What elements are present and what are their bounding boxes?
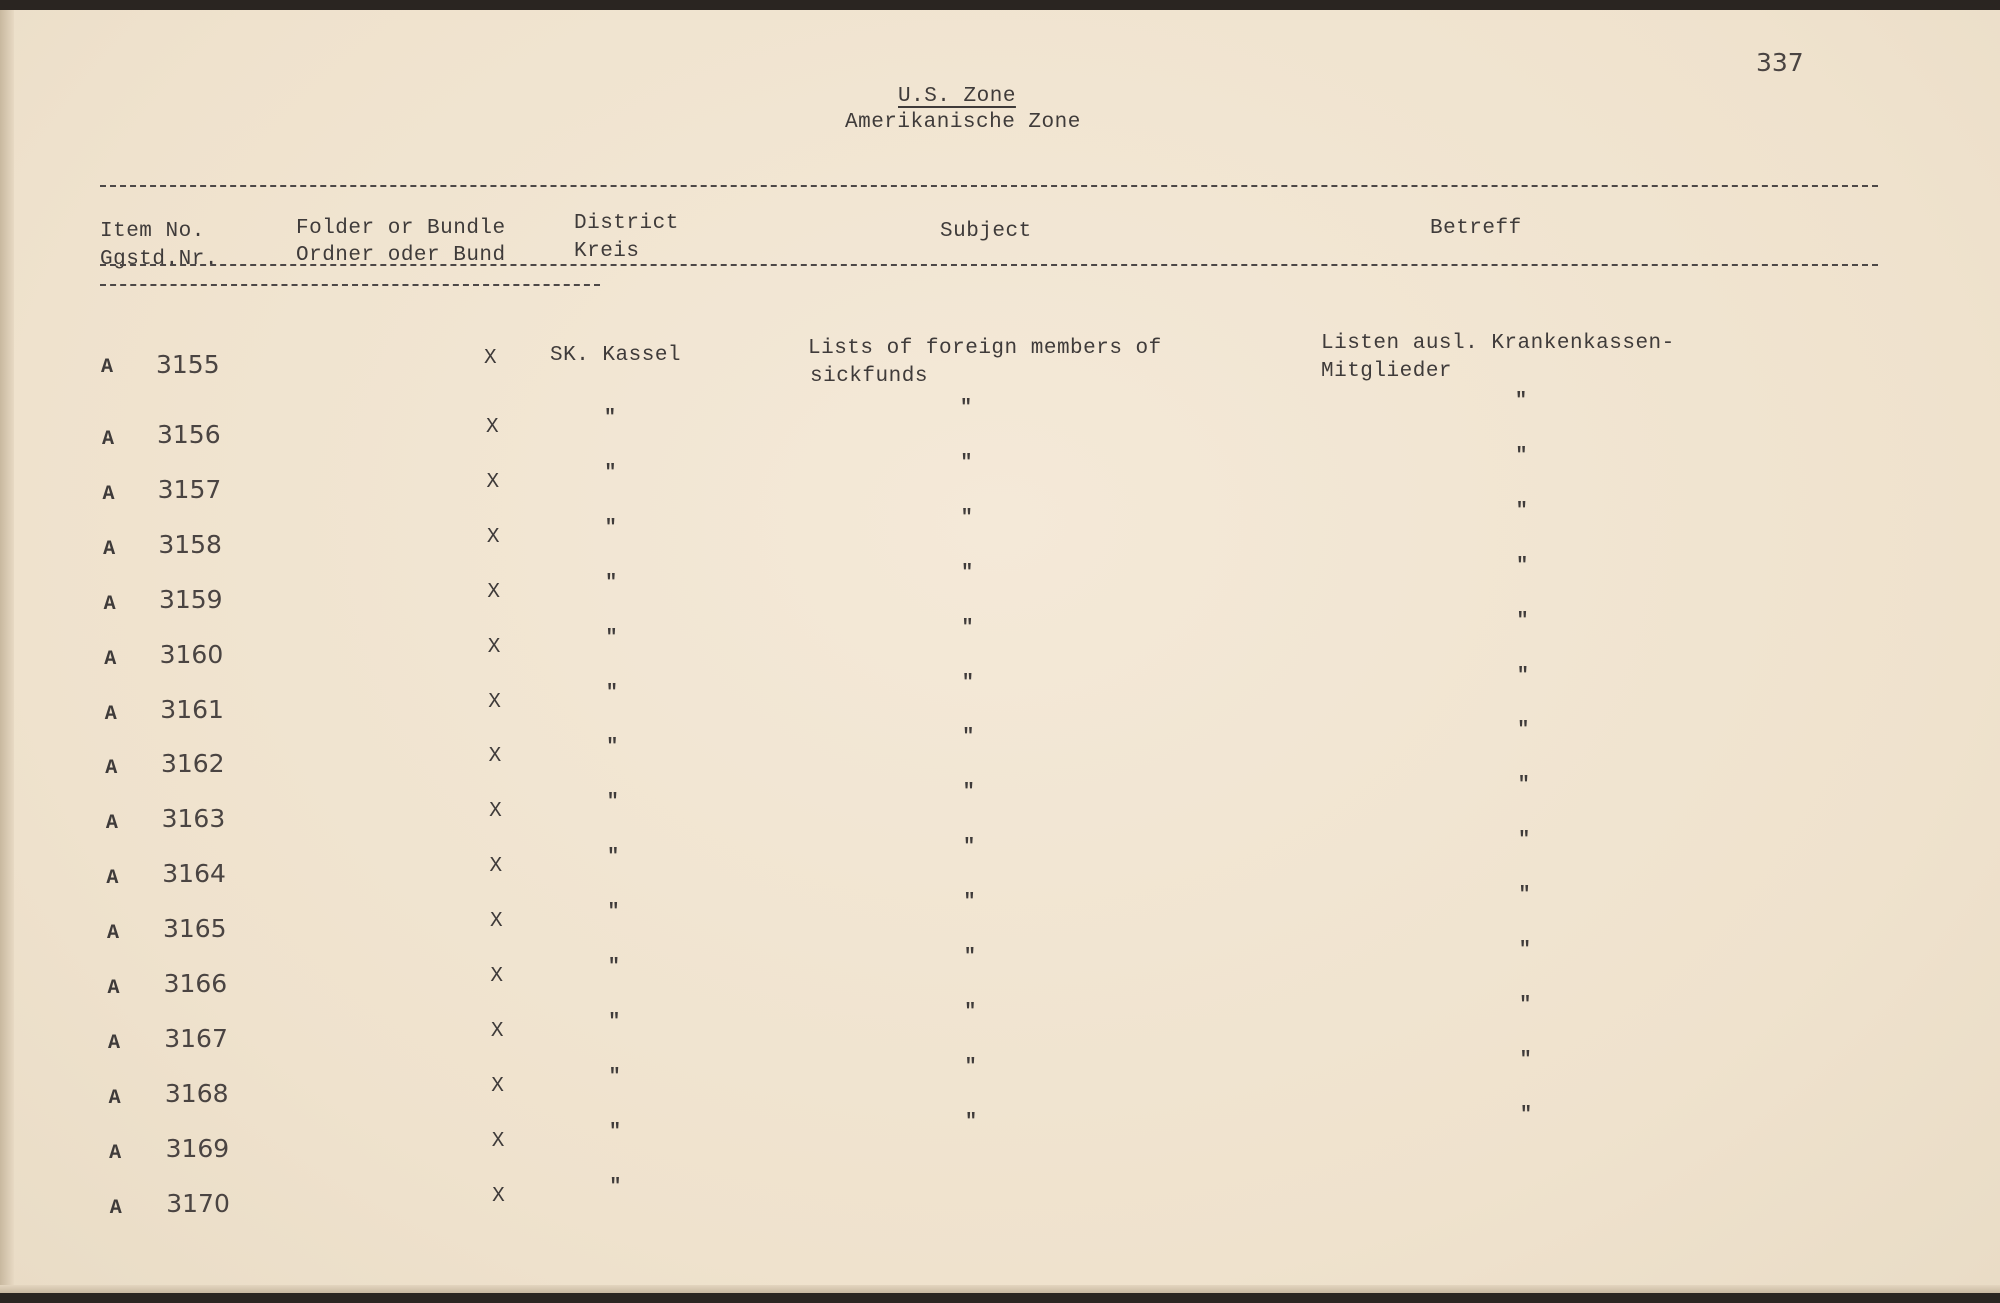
item-prefix: A — [108, 1086, 122, 1110]
item-number: 3161 — [160, 694, 224, 724]
district-ditto: " — [607, 846, 620, 870]
column-header-item-no-de: Ggstd.Nr. — [100, 248, 218, 271]
page-number: 337 — [1756, 48, 1804, 77]
column-header-item-no: Item No. — [100, 220, 205, 243]
page-title: U.S. Zone — [898, 85, 1016, 108]
item-number: 3165 — [162, 914, 227, 944]
item-prefix: A — [102, 482, 116, 506]
item-number: 3159 — [158, 584, 223, 614]
betreff-cell-line1: Listen ausl. Krankenkassen- — [1321, 332, 1675, 355]
betreff-ditto: " — [1516, 664, 1530, 688]
folder-mark: X — [489, 800, 503, 824]
subject-ditto: " — [963, 891, 976, 915]
column-header-district-de: Kreis — [574, 240, 640, 263]
district-ditto: " — [608, 1010, 621, 1034]
district-ditto: " — [604, 516, 618, 540]
column-header-betreff: Betreff — [1430, 217, 1522, 240]
column-header-subject: Subject — [940, 220, 1032, 243]
district-ditto: " — [609, 1120, 622, 1144]
district-cell: SK. Kassel — [550, 344, 682, 367]
subject-ditto: " — [965, 1110, 978, 1134]
subject-ditto: " — [961, 671, 975, 695]
betreff-ditto: " — [1518, 884, 1531, 908]
district-ditto: " — [609, 1175, 622, 1199]
district-ditto: " — [605, 571, 618, 595]
item-prefix: A — [108, 1031, 121, 1055]
betreff-ditto: " — [1516, 609, 1530, 633]
item-number: 3156 — [157, 420, 221, 449]
district-ditto: " — [608, 1065, 622, 1089]
item-prefix: A — [102, 428, 115, 451]
page-left-edge — [0, 10, 14, 1293]
betreff-ditto: " — [1519, 993, 1532, 1017]
subject-ditto: " — [961, 616, 975, 640]
folder-mark: X — [484, 347, 498, 370]
betreff-ditto: " — [1515, 499, 1529, 523]
district-ditto: " — [604, 461, 617, 485]
betreff-ditto: " — [1517, 719, 1530, 743]
item-prefix: A — [103, 592, 117, 616]
column-header-folder-de: Ordner oder Bund — [296, 244, 506, 267]
item-number: 3167 — [164, 1023, 228, 1053]
item-prefix: A — [104, 647, 117, 671]
folder-mark: X — [491, 1129, 505, 1153]
item-number: 3158 — [158, 529, 222, 559]
item-prefix: A — [103, 537, 116, 561]
folder-mark: X — [492, 1184, 506, 1208]
item-number: 3170 — [166, 1188, 230, 1218]
item-number: 3155 — [156, 350, 220, 379]
page-bottom-edge — [0, 1285, 2000, 1293]
folder-mark: X — [487, 635, 501, 659]
item-prefix: A — [101, 356, 114, 379]
district-ditto: " — [605, 626, 619, 650]
betreff-ditto: " — [1519, 1048, 1533, 1072]
header-bottom-rule — [100, 284, 600, 286]
district-ditto: " — [604, 407, 617, 430]
folder-mark: X — [490, 1019, 504, 1043]
betreff-ditto: " — [1516, 554, 1529, 578]
district-ditto: " — [606, 736, 619, 760]
district-ditto: " — [607, 956, 621, 979]
district-ditto: " — [606, 791, 620, 815]
betreff-ditto: " — [1515, 444, 1528, 468]
folder-mark: X — [490, 965, 504, 988]
document-page — [0, 10, 2000, 1293]
subject-ditto: " — [963, 836, 976, 860]
subject-ditto: " — [961, 561, 974, 585]
subject-cell-line1: Lists of foreign members of — [808, 337, 1162, 360]
item-number: 3166 — [163, 969, 228, 998]
betreff-cell-line2: Mitglieder — [1321, 360, 1453, 383]
folder-mark: X — [491, 1074, 505, 1098]
folder-mark: X — [486, 525, 500, 549]
item-prefix: A — [107, 977, 121, 1000]
item-number: 3162 — [160, 749, 225, 779]
column-header-folder: Folder or Bundle — [296, 217, 506, 240]
folder-mark: X — [489, 855, 503, 879]
district-ditto: " — [607, 901, 620, 925]
item-prefix: A — [105, 757, 118, 781]
item-number: 3160 — [159, 639, 224, 669]
subject-ditto: " — [962, 781, 976, 805]
item-prefix: A — [109, 1141, 122, 1165]
district-ditto: " — [605, 681, 619, 705]
betreff-ditto: " — [1518, 829, 1531, 853]
subject-ditto: " — [960, 506, 974, 530]
folder-mark: X — [488, 745, 502, 769]
item-number: 3163 — [161, 804, 226, 834]
betreff-ditto: " — [1517, 774, 1531, 798]
subject-ditto: " — [960, 451, 973, 475]
item-prefix: A — [105, 812, 119, 836]
subject-ditto: " — [963, 946, 977, 969]
item-prefix: A — [104, 702, 118, 726]
header-top-rule — [100, 185, 1878, 187]
folder-mark: X — [487, 580, 501, 604]
folder-mark: X — [489, 910, 504, 934]
item-number: 3169 — [165, 1133, 230, 1163]
item-number: 3168 — [164, 1078, 229, 1108]
item-number: 3157 — [157, 474, 222, 504]
subject-ditto: " — [964, 1055, 978, 1079]
betreff-ditto: " — [1520, 1103, 1533, 1127]
subject-ditto: " — [962, 726, 975, 750]
subject-ditto: " — [960, 397, 973, 420]
folder-mark: X — [486, 416, 500, 439]
page-subtitle: Amerikanische Zone — [845, 111, 1081, 134]
betreff-ditto: " — [1515, 390, 1528, 413]
header-mid-rule — [100, 264, 1878, 266]
folder-mark: X — [486, 470, 500, 494]
item-number: 3164 — [162, 859, 226, 889]
item-prefix: A — [106, 922, 120, 946]
betreff-ditto: " — [1518, 939, 1532, 962]
item-prefix: A — [109, 1196, 123, 1220]
item-prefix: A — [106, 867, 119, 891]
folder-mark: X — [488, 690, 502, 714]
column-header-district: District — [574, 212, 679, 235]
subject-ditto: " — [964, 1000, 977, 1024]
subject-cell-line2: sickfunds — [810, 365, 928, 388]
